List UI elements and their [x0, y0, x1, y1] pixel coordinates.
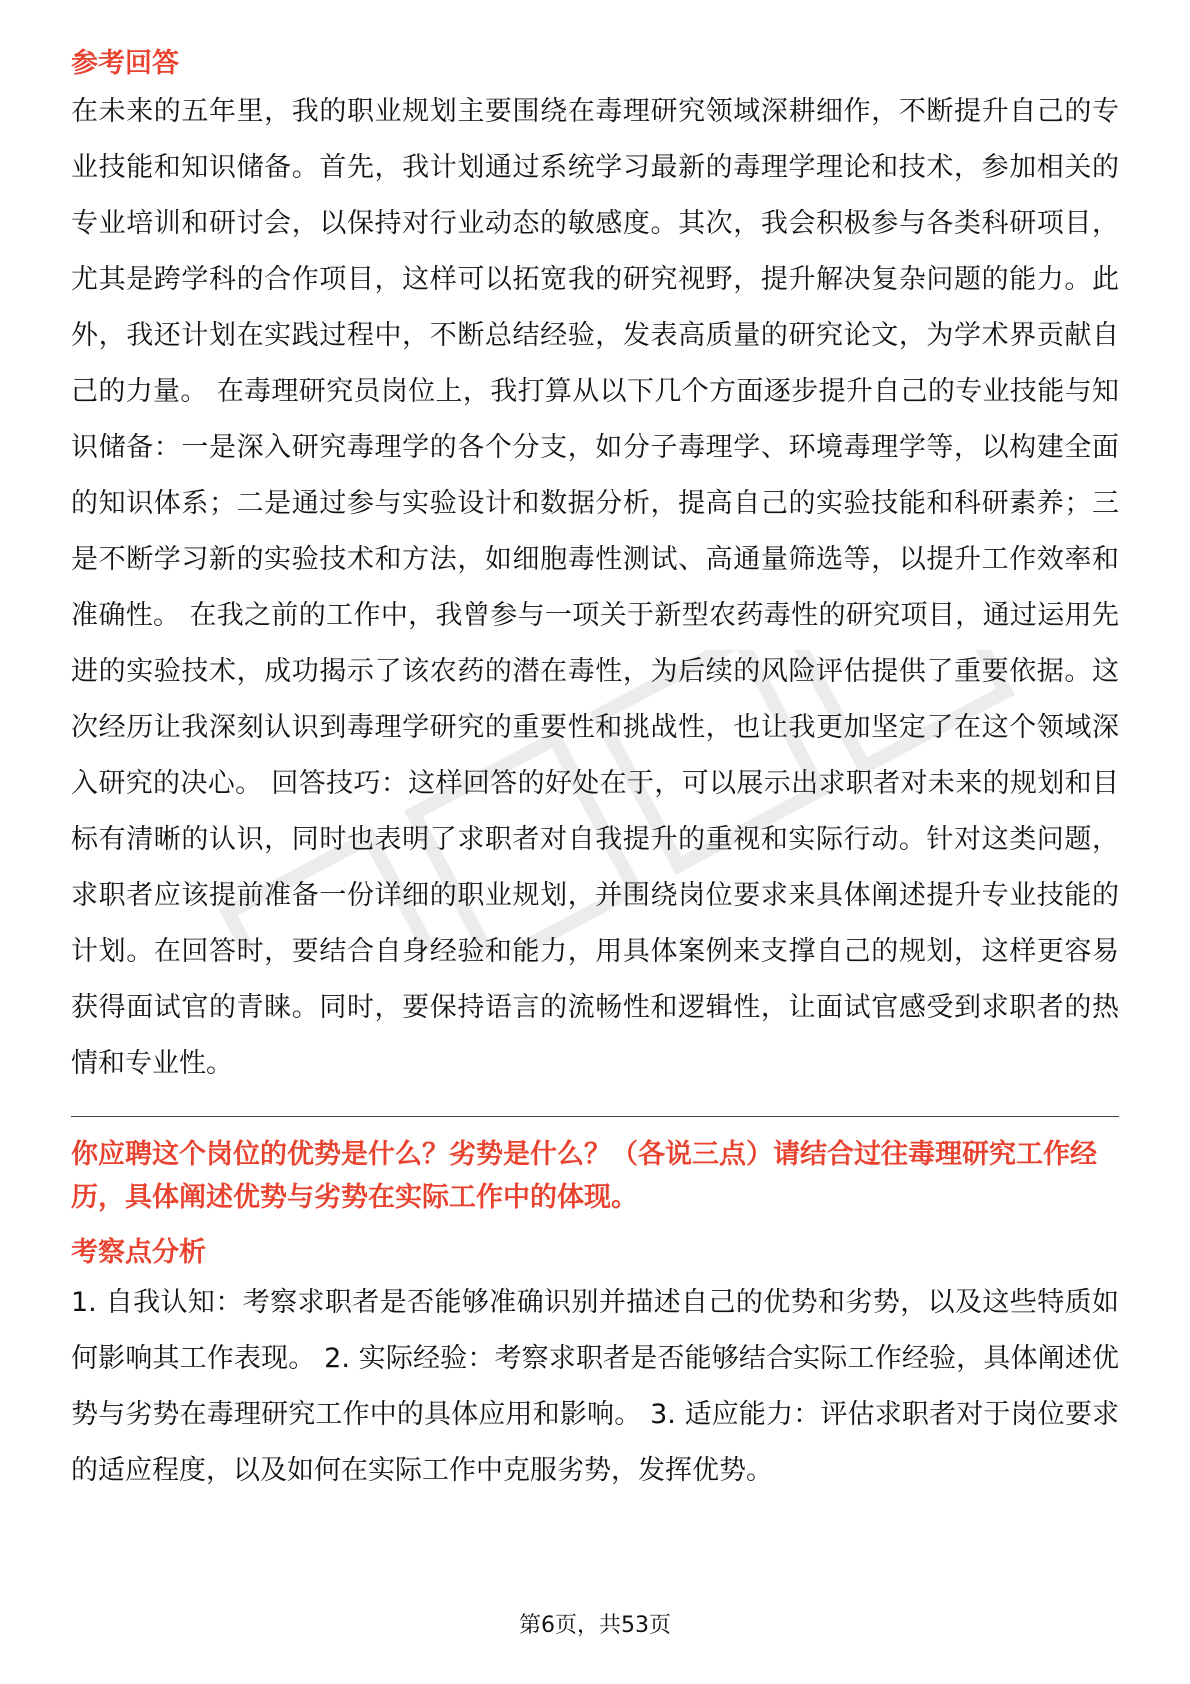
answer-body-text: 在未来的五年里，我的职业规划主要围绕在毒理研究领域深耕细作，不断提升自己的专业技能和知识储备。首先，我计划通过系统学习最新的毒理学理论和技术，参加相关的专业培训和研讨会，以保持对行业动态的敏感度。其次，我会积极参与各类科研项目，尤其是跨学科的合作项目，这样可以拓宽我的研究视野，提升解决复杂问题的能力。此外，我还计划在实践过程中，不断总结经验，发表高质量的研究论文，为学术界贡献自己的力量。 在毒理研究员岗位上，我打算从以下几个方面逐步提升自己的专业技能与知识储备：一是深入研究毒理学的各个分支，如分子毒理学、环境毒理学等，以构建全面的知识体系；二是通过参与实验设计和数据分析，提高自己的实验技能和科研素养；三是不断学习新的实验技术和方法，如细胞毒性测试、高通量筛选等，以提升工作效率和准确性。 在我之前的工作中，我曾参与一项关于新型农药毒性的研究项目，通过运用先进的实验技术，成功揭示了该农药的潜在毒性，为后续的风险评估提供了重要依据。这次经历让我深刻认识到毒理学研究的重要性和挑战性，也让我更加坚定了在这个领域深入研究的决心。 回答技巧：这样回答的好处在于，可以展示出求职者对未来的规划和目标有清晰的认识，同时也表明了求职者对自我提升的重视和实际行动。针对这类问题，求职者应该提前准备一份详细的职业规划，并围绕岗位要求来具体阐述提升专业技能的计划。在回答时，要结合自身经验和能力，用具体案例来支撑自己的规划，这样更容易获得面试官的青睐。同时，要保持语言的流畅性和逻辑性，让面试官感受到求职者的热情和专业性。: [71, 96, 1119, 1079]
section-divider: [71, 1116, 1119, 1117]
page-indicator: 第6页，共53页: [519, 1613, 671, 1638]
page-footer: [0, 1611, 1190, 1641]
analysis-section-label: 考察点分析: [71, 1237, 206, 1268]
analysis-body-text: 1. 自我认知：考察求职者是否能够准确识别并描述自己的优势和劣势，以及这些特质如何影响其工作表现。 2. 实际经验：考察求职者是否能够结合实际工作经验，具体阐述优势与劣势在毒理研究工作中的具体应用和影响。 3. 适应能力：评估求职者对于岗位要求的适应程度，以及如何在实际工作中克服劣势，发挥优势。: [71, 1287, 1119, 1486]
answer-section-label: 参考回答: [71, 48, 179, 79]
question-text: 你应聘这个岗位的优势是什么？劣势是什么？（各说三点）请结合过往毒理研究工作经历，具体阐述优势与劣势在实际工作中的体现。: [71, 1139, 1097, 1213]
content-area: [71, 44, 1119, 1499]
